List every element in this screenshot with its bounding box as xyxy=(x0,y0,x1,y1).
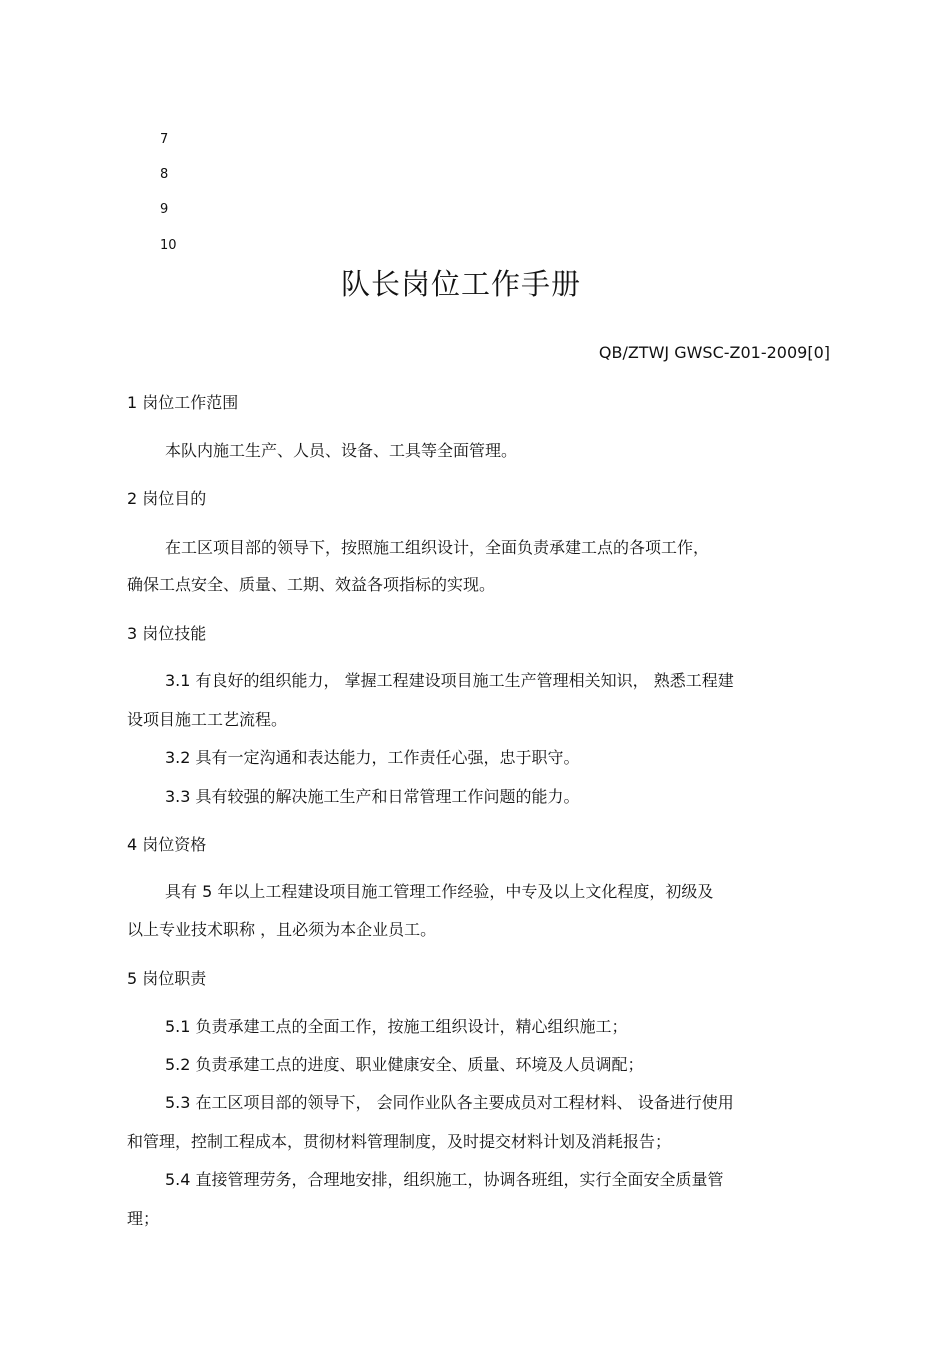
section-5-item-4-line-2: 理； xyxy=(127,1209,160,1228)
page-title: 队长岗位工作手册 xyxy=(340,267,581,301)
line-number: 7 xyxy=(160,132,169,147)
section-3-item-1-line-1: 3.1 有良好的组织能力， 掌握工程建设项目施工生产管理相关知识， 熟悉工程建 xyxy=(165,671,734,690)
section-heading-1: 1 岗位工作范围 xyxy=(127,393,239,412)
section-5-item-3-line-2: 和管理，控制工程成本，贯彻材料管理制度，及时提交材料计划及消耗报告； xyxy=(127,1132,672,1151)
section-3-item-3: 3.3 具有较强的解决施工生产和日常管理工作问题的能力。 xyxy=(165,787,580,806)
section-4-line-2: 以上专业技术职称 ，且必须为本企业员工。 xyxy=(127,920,437,939)
section-heading-5: 5 岗位职责 xyxy=(127,969,207,988)
section-5-item-4-line-1: 5.4 直接管理劳务，合理地安排，组织施工，协调各班组，实行全面安全质量管 xyxy=(165,1170,724,1189)
section-3-item-2: 3.2 具有一定沟通和表达能力，工作责任心强，忠于职守。 xyxy=(165,748,580,767)
section-5-item-1: 5.1 负责承建工点的全面工作，按施工组织设计，精心组织施工； xyxy=(165,1017,628,1036)
section-heading-4: 4 岗位资格 xyxy=(127,835,207,854)
line-number: 10 xyxy=(160,238,177,253)
section-heading-2: 2 岗位目的 xyxy=(127,489,207,508)
section-2-line-1: 在工区项目部的领导下，按照施工组织设计，全面负责承建工点的各项工作， xyxy=(165,538,710,557)
section-5-item-2: 5.2 负责承建工点的进度、职业健康安全、质量、环境及人员调配； xyxy=(165,1055,644,1074)
section-5-item-3-line-1: 5.3 在工区项目部的领导下， 会同作业队各主要成员对工程材料、 设备进行使用 xyxy=(165,1093,734,1112)
line-number: 9 xyxy=(160,202,169,217)
section-heading-3: 3 岗位技能 xyxy=(127,624,207,643)
section-1-paragraph: 本队内施工生产、人员、设备、工具等全面管理。 xyxy=(165,441,518,460)
section-2-line-2: 确保工点安全、质量、工期、效益各项指标的实现。 xyxy=(127,575,496,594)
section-3-item-1-line-2: 设项目施工工艺流程。 xyxy=(127,710,288,729)
section-4-line-1: 具有 5 年以上工程建设项目施工管理工作经验，中专及以上文化程度，初级及 xyxy=(165,882,714,901)
document-code: QB/ZTWJ GWSC-Z01-2009[0] xyxy=(598,343,830,362)
line-number: 8 xyxy=(160,167,169,182)
